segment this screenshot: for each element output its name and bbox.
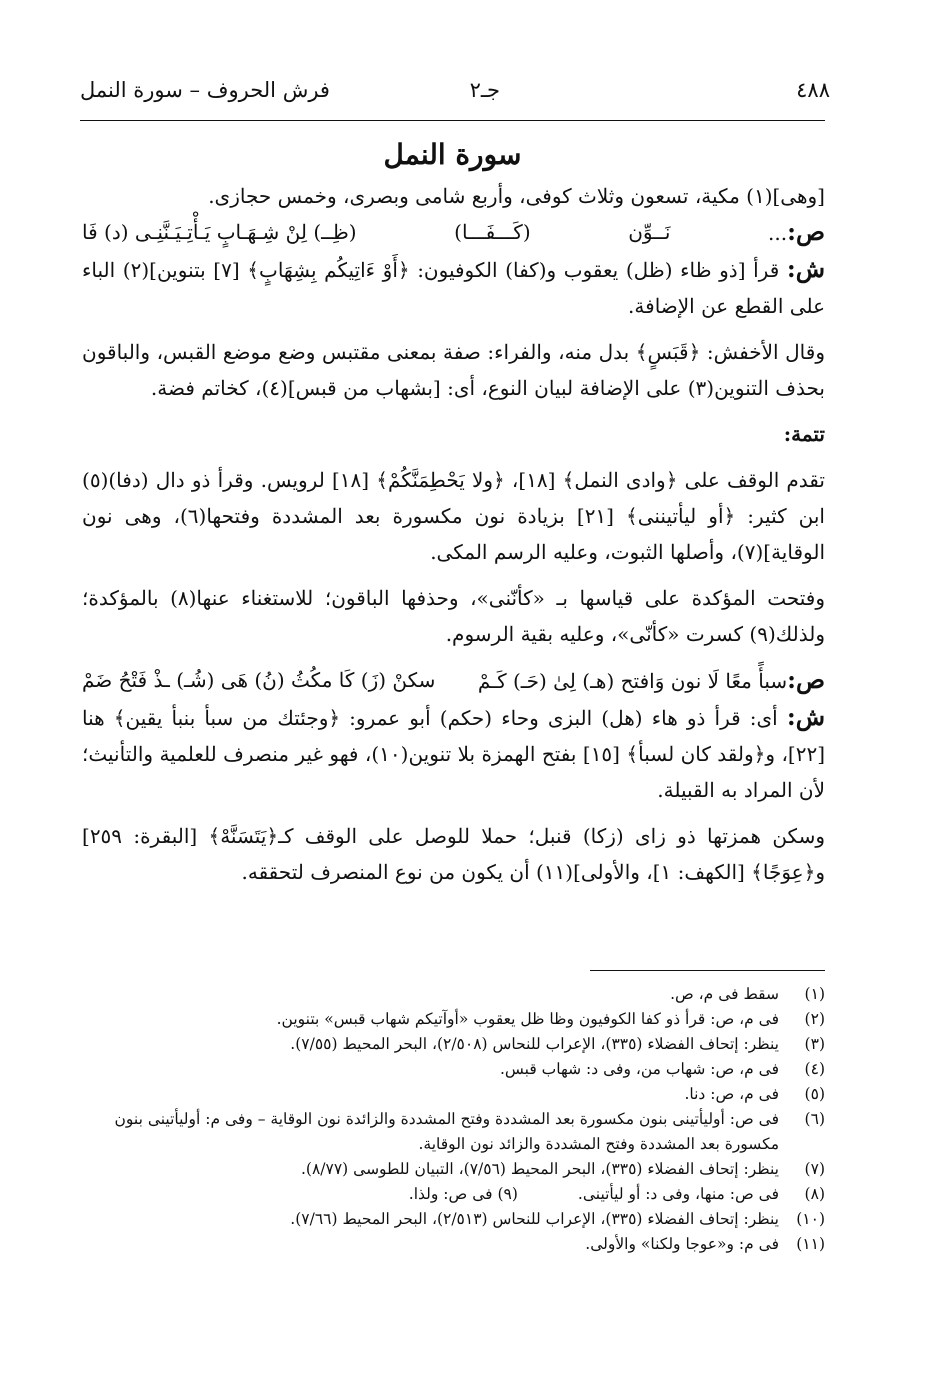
footnote [82, 1057, 825, 1082]
verse-hemistich-left: سكنْ (زَ) كَا مكُثُ (نُ) هَى (شُـ) ـذْ فَتْحُ ضَمْ [82, 668, 436, 692]
section-title: فرش الحروف – سورة النمل [80, 78, 330, 102]
footnote-number: (٢) [804, 1010, 825, 1028]
sakkan-paragraph: وسكن همزتها ذو زاى (زكا) قنبل؛ حملا للوصل على الوقف كـ﴿يَتَسَنَّهْ﴾ [البقرة: ٢٥٩] و﴿عِوَجًا﴾ [الكهف: ١]، والأولى](١١) أن يكون من نوع المنصرف لتحققه. [82, 824, 825, 884]
footnote [82, 1157, 825, 1182]
main-text [82, 178, 825, 890]
verse-part: (ظِــ) لِنْ شِـهَـابٍ يَـأْتِـيَـنَّنِـى (د) فَا [82, 220, 357, 244]
verse-label: ص: [787, 665, 825, 694]
header-rule [80, 120, 825, 121]
footnote-number: (٦) [804, 1110, 825, 1128]
footnote-text: ينظر: إتحاف الفضلاء (٣٣٥)، الإعراب للنحاس (٢/٥١٣)، البحر المحيط (٧/٦٦). [290, 1210, 779, 1228]
commentary-text: أى: قرأ ذو هاء (هل) البزى وحاء (حكم) أبو عمرو: ﴿وجئتك من سبأ بنبأ يقين﴾ هنا [٢٢]، و﴿ولقد كان لسبأ﴾ [١٥] بفتح الهمزة بلا تنوين(١٠)، فهو غير منصرف للعلمية والتأنيث؛ لأن المراد به القبيلة. [82, 706, 825, 802]
fath-paragraph: وفتحت المؤكدة على قياسها بـ «كأنّنى»، وحذفها الباقون؛ للاستغناء عنها(٨) بالمؤكدة؛ ولذلك(٩) كسرت «كأنّى»، وعليه بقية الرسوم. [82, 586, 825, 646]
footnote-pair [82, 1182, 825, 1207]
tatimma-heading: تتمة: [783, 422, 825, 446]
footnote-text: فى م، ص: شهاب من، وفى د: شهاب قبس. [499, 1060, 779, 1078]
footnotes [82, 982, 825, 1257]
page-number: ٤٨٨ [796, 78, 830, 102]
volume-label: جـ٢ [469, 78, 500, 102]
verse-hemistich-right: سبأً معًا لَا نون وَافتح (هـ) لِىٰ (حَـ) كَـمْ [477, 669, 788, 693]
footnote-rule [590, 970, 825, 971]
waqf-paragraph: تقدم الوقف على ﴿وادى النمل﴾ [١٨]، ﴿ولا يَحْطِمَنَّكُمْ﴾ [١٨] لرويس. وقرأ ذو دال (دفا)(٥) ابن كثير: ﴿أو ليأتيننى﴾ [٢١] بزيادة نون مكسورة بعد المشددة وفتحها(٦)، وهى نون الوقاية](٧)، وأصلها الثبوت، وعليه الرسم المكى. [82, 468, 825, 564]
footnote-text: سقط فى م، ص. [670, 985, 779, 1003]
footnote [82, 1207, 825, 1232]
footnote-text: ينظر: إتحاف الفضلاء (٣٣٥)، البحر المحيط (٧/٥٦)، التبيان للطوسى (٨/٧٧). [300, 1160, 779, 1178]
footnote-number: (١٠) [796, 1210, 825, 1228]
footnote-text: فى م، ص: دنا. [684, 1085, 779, 1103]
footnote-number: (٧) [804, 1160, 825, 1178]
footnote-text: ينظر: إتحاف الفضلاء (٣٣٥)، الإعراب للنحاس (٢/٥٠٨)، البحر المحيط (٧/٥٥). [290, 1035, 779, 1053]
akhfash-paragraph: وقال الأخفش: ﴿قَبَسٍ﴾ بدل منه، والفراء: صفة بمعنى مقتبس وضع موضع القبس، والباقون بحذف التنوين(٣) على الإضافة لبيان النوع، أى: [بشهاب من قبس](٤)، كخاتم فضة. [82, 340, 825, 400]
commentary-label: ش: [786, 702, 826, 731]
intro-paragraph: [وهى](١) مكية، تسعون وثلاث كوفى، وأربع شامى وبصرى، وخمس حجازى. [208, 184, 825, 208]
footnote-text: فى ص: منها، وفى د: أو ليأتينى. [577, 1185, 779, 1203]
footnote [82, 982, 825, 1007]
footnote [82, 1232, 825, 1257]
footnote-text: فى م: و«عوجا ولكنا» والأولى. [585, 1235, 779, 1253]
commentary-2 [82, 699, 825, 808]
verse-part: ... [768, 221, 788, 245]
footnote [82, 1082, 825, 1107]
footnote-number: (٤) [804, 1060, 825, 1078]
verse-line-1 [82, 214, 825, 251]
footnote [82, 1007, 825, 1032]
footnote-text: فى ص: ولذا. [408, 1185, 493, 1203]
footnote-number: (٥) [804, 1085, 825, 1103]
footnote-number: (٩) [497, 1185, 518, 1203]
footnote [82, 1032, 825, 1057]
verse-line-2 [82, 662, 825, 699]
verse-part: (كَـــفَـــا) [454, 220, 531, 244]
running-header [80, 78, 830, 118]
footnote-number: (٣) [804, 1035, 825, 1053]
commentary-text: قرأ [ذو ظاء (ظل) يعقوب و(كفا) الكوفيون: ﴿أَوْ ءَاتِيكُم بِشِهَابٍ﴾ [٧] بتنوين](٢) الباء على القطع عن الإضافة. [82, 258, 825, 318]
footnote-text: فى ص: أوليأتينى بنون مكسورة بعد المشددة وفتح المشددة والزائدة نون الوقاية – وفى م: أوليأتينى بنون مكسورة بعد المشددة وفتح المشددة والزائد نون الوقاية. [114, 1110, 779, 1153]
verse-part: نَــوِّن [628, 220, 671, 244]
surah-title: سورة النمل [383, 138, 522, 171]
footnote-number: (١١) [796, 1235, 825, 1253]
commentary-1 [82, 251, 825, 324]
footnote-text: فى م، ص: قرأ ذو كفا الكوفيون وظا ظل يعقوب «أوآتيكم شهاب قبس» بتنوين. [276, 1010, 779, 1028]
footnote-number: (١) [804, 985, 825, 1003]
footnote [82, 1107, 825, 1157]
verse-label: ص: [787, 217, 825, 246]
footnote-number: (٨) [804, 1185, 825, 1203]
commentary-label: ش: [786, 254, 826, 283]
